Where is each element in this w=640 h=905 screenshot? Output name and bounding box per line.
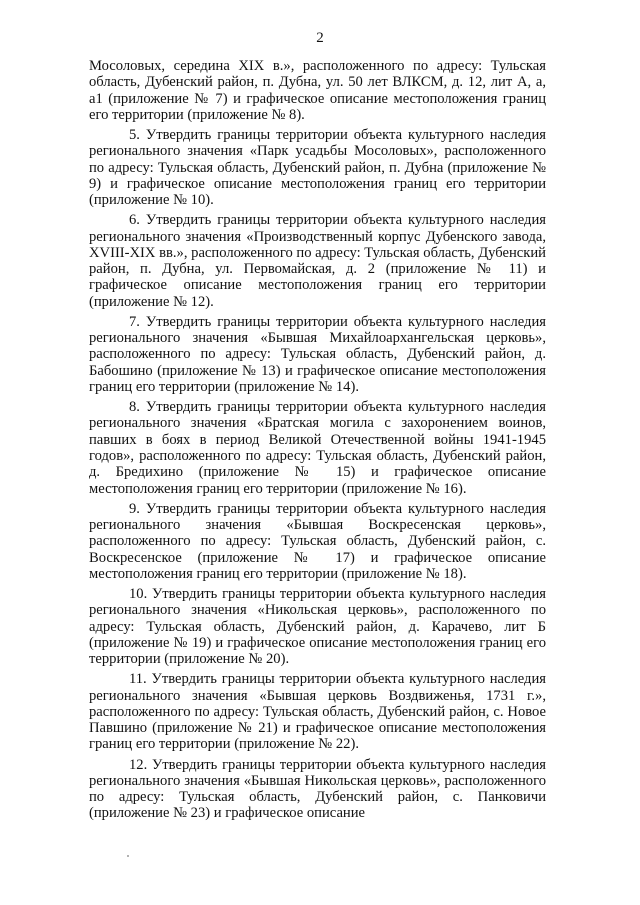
paragraph-item-12: 12. Утвердить границы территории объекта культурного наследия регионального значения «Бывшая Никольская церковь», расположенного по адресу: Тульская область, Дубенский район, с. Панковичи (приложение № 23) и графическое описание [89,756,546,822]
paragraph-item-9: 9. Утвердить границы территории объекта культурного наследия регионального значения «Бывшая Воскресенская церковь», расположенного по адресу: Тульская область, Дубенский район, с. Воскресенское (приложение № 17) и графическое описание местоположения границ его территории (приложение № 18). [89,500,546,582]
paragraph-item-7: 7. Утвердить границы территории объекта культурного наследия регионального значения «Бывшая Михайлоархангельская церковь», расположенного по адресу: Тульская область, Дубенский район, д. Бабошино (приложение № 13) и графическое описание местоположения границ его территории (приложение № 14). [89,313,546,396]
paragraph-item-5: 5. Утвердить границы территории объекта культурного наследия регионального значения «Парк усадьбы Мосоловых», расположенного по адресу: Тульская область, Дубенский район, п. Дубна (приложение № 9) и графическое описание местоположения границ его территории (приложение № 10). [89,126,546,209]
scan-artifact-dot [127,855,129,857]
paragraph-item-11: 11. Утвердить границы территории объекта культурного наследия регионального значения «Бывшая церковь Воздвиженья, 1731 г.», расположенного по адресу: Тульская область, Дубенский район, с. Новое Павшино (приложение № 21) и графическое описание местоположения границ его территории (приложение № 22). [89,671,546,753]
page-number: 2 [316,30,324,46]
document-body [89,58,546,822]
paragraph-item-10: 10. Утвердить границы территории объекта культурного наследия регионального значения «Никольская церковь», расположенного по адресу: Тульская область, Дубенский район, д. Карачево, лит Б (приложение № 19) и графическое описание местоположения границ его территории (приложение № 20). [89,585,546,668]
paragraph-item-8: 8. Утвердить границы территории объекта культурного наследия регионального значения «Братская могила с захоронением воинов, павших в боях в период Великой Отечественной войны 1941-1945 годов», расположенного по адресу: Тульская область, Дубенский район, д. Бредихино (приложение № 15) и графическое описание местоположения границ его территории (приложение № 16). [89,399,546,497]
paragraph-item-6: 6. Утвердить границы территории объекта культурного наследия регионального значения «Производственный корпус Дубенского завода, XVIII-XIX вв.», расположенного по адресу: Тульская область, Дубенский район, п. Дубна, ул. Первомайская, д. 2 (приложение № 11) и графическое описание местоположения границ его территории (приложение № 12). [89,212,546,310]
paragraph-item-4-continuation: Мосоловых, середина XIX в.», расположенного по адресу: Тульская область, Дубенский район, п. Дубна, ул. 50 лет ВЛКСМ, д. 12, лит А, а, а1 (приложение № 7) и графическое описание местоположения границ его территории (приложение № 8). [89,58,546,123]
